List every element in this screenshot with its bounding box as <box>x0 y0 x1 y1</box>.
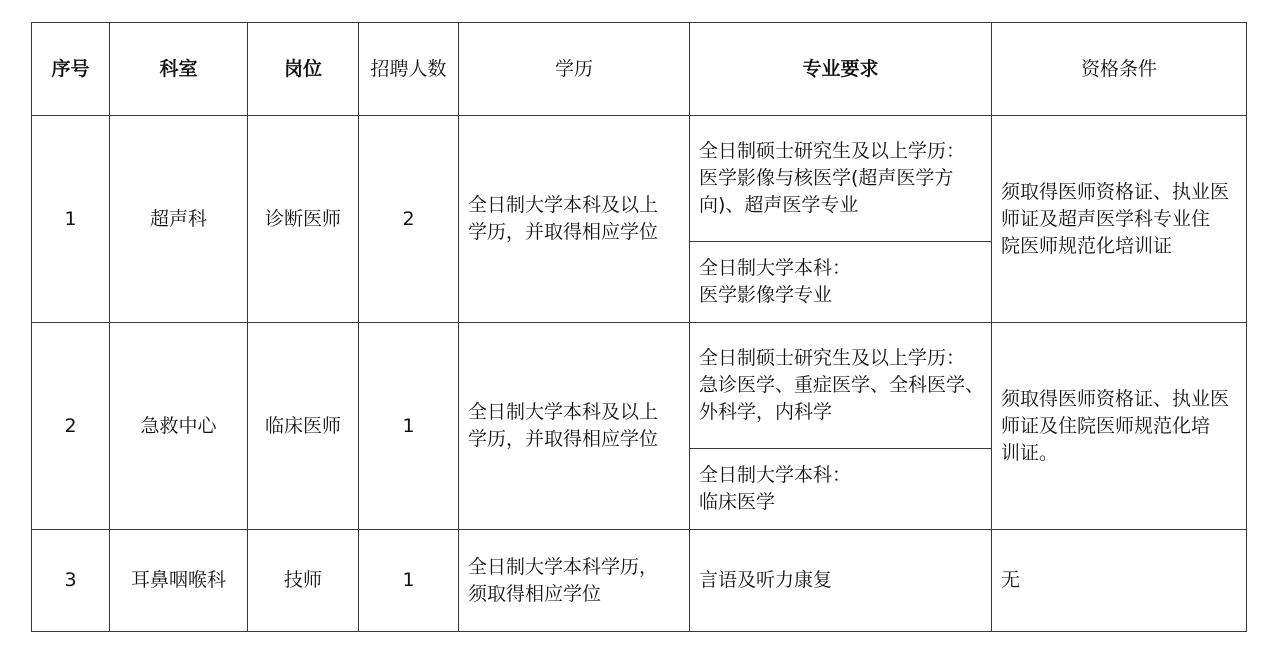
cell-major-bachelor: 全日制大学本科： 临床医学 <box>690 449 992 530</box>
header-seq: 序号 <box>32 23 110 116</box>
cell-major-master: 全日制硕士研究生及以上学历： 医学影像与核医学(超声医学方 向)、超声医学专业 <box>690 116 992 242</box>
header-major: 专业要求 <box>690 23 992 116</box>
cell-count: 1 <box>359 530 459 632</box>
cell-education: 全日制大学本科学历， 须取得相应学位 <box>459 530 690 632</box>
cell-seq: 2 <box>32 323 110 530</box>
header-row <box>32 23 1247 116</box>
header-position: 岗位 <box>248 23 359 116</box>
cell-major-master: 全日制硕士研究生及以上学历： 急诊医学、重症医学、全科医学、 外科学，内科学 <box>690 323 992 449</box>
table-row <box>32 530 1247 632</box>
cell-dept: 急救中心 <box>110 323 248 530</box>
table-row <box>32 116 1247 242</box>
cell-count: 2 <box>359 116 459 323</box>
header-education: 学历 <box>459 23 690 116</box>
header-count: 招聘人数 <box>359 23 459 116</box>
cell-qualification: 无 <box>992 530 1247 632</box>
cell-position: 技师 <box>248 530 359 632</box>
cell-education: 全日制大学本科及以上 学历，并取得相应学位 <box>459 323 690 530</box>
cell-dept: 耳鼻咽喉科 <box>110 530 248 632</box>
cell-qualification: 须取得医师资格证、执业医 师证及住院医师规范化培 训证。 <box>992 323 1247 530</box>
cell-position: 临床医师 <box>248 323 359 530</box>
cell-seq: 1 <box>32 116 110 323</box>
cell-dept: 超声科 <box>110 116 248 323</box>
header-qualification: 资格条件 <box>992 23 1247 116</box>
cell-qualification: 须取得医师资格证、执业医 师证及超声医学科专业住 院医师规范化培训证 <box>992 116 1247 323</box>
cell-major-bachelor: 全日制大学本科： 医学影像学专业 <box>690 242 992 323</box>
recruitment-table <box>31 22 1247 632</box>
cell-count: 1 <box>359 323 459 530</box>
header-dept: 科室 <box>110 23 248 116</box>
cell-education: 全日制大学本科及以上 学历，并取得相应学位 <box>459 116 690 323</box>
table-row <box>32 323 1247 449</box>
cell-major: 言语及听力康复 <box>690 530 992 632</box>
cell-seq: 3 <box>32 530 110 632</box>
cell-position: 诊断医师 <box>248 116 359 323</box>
